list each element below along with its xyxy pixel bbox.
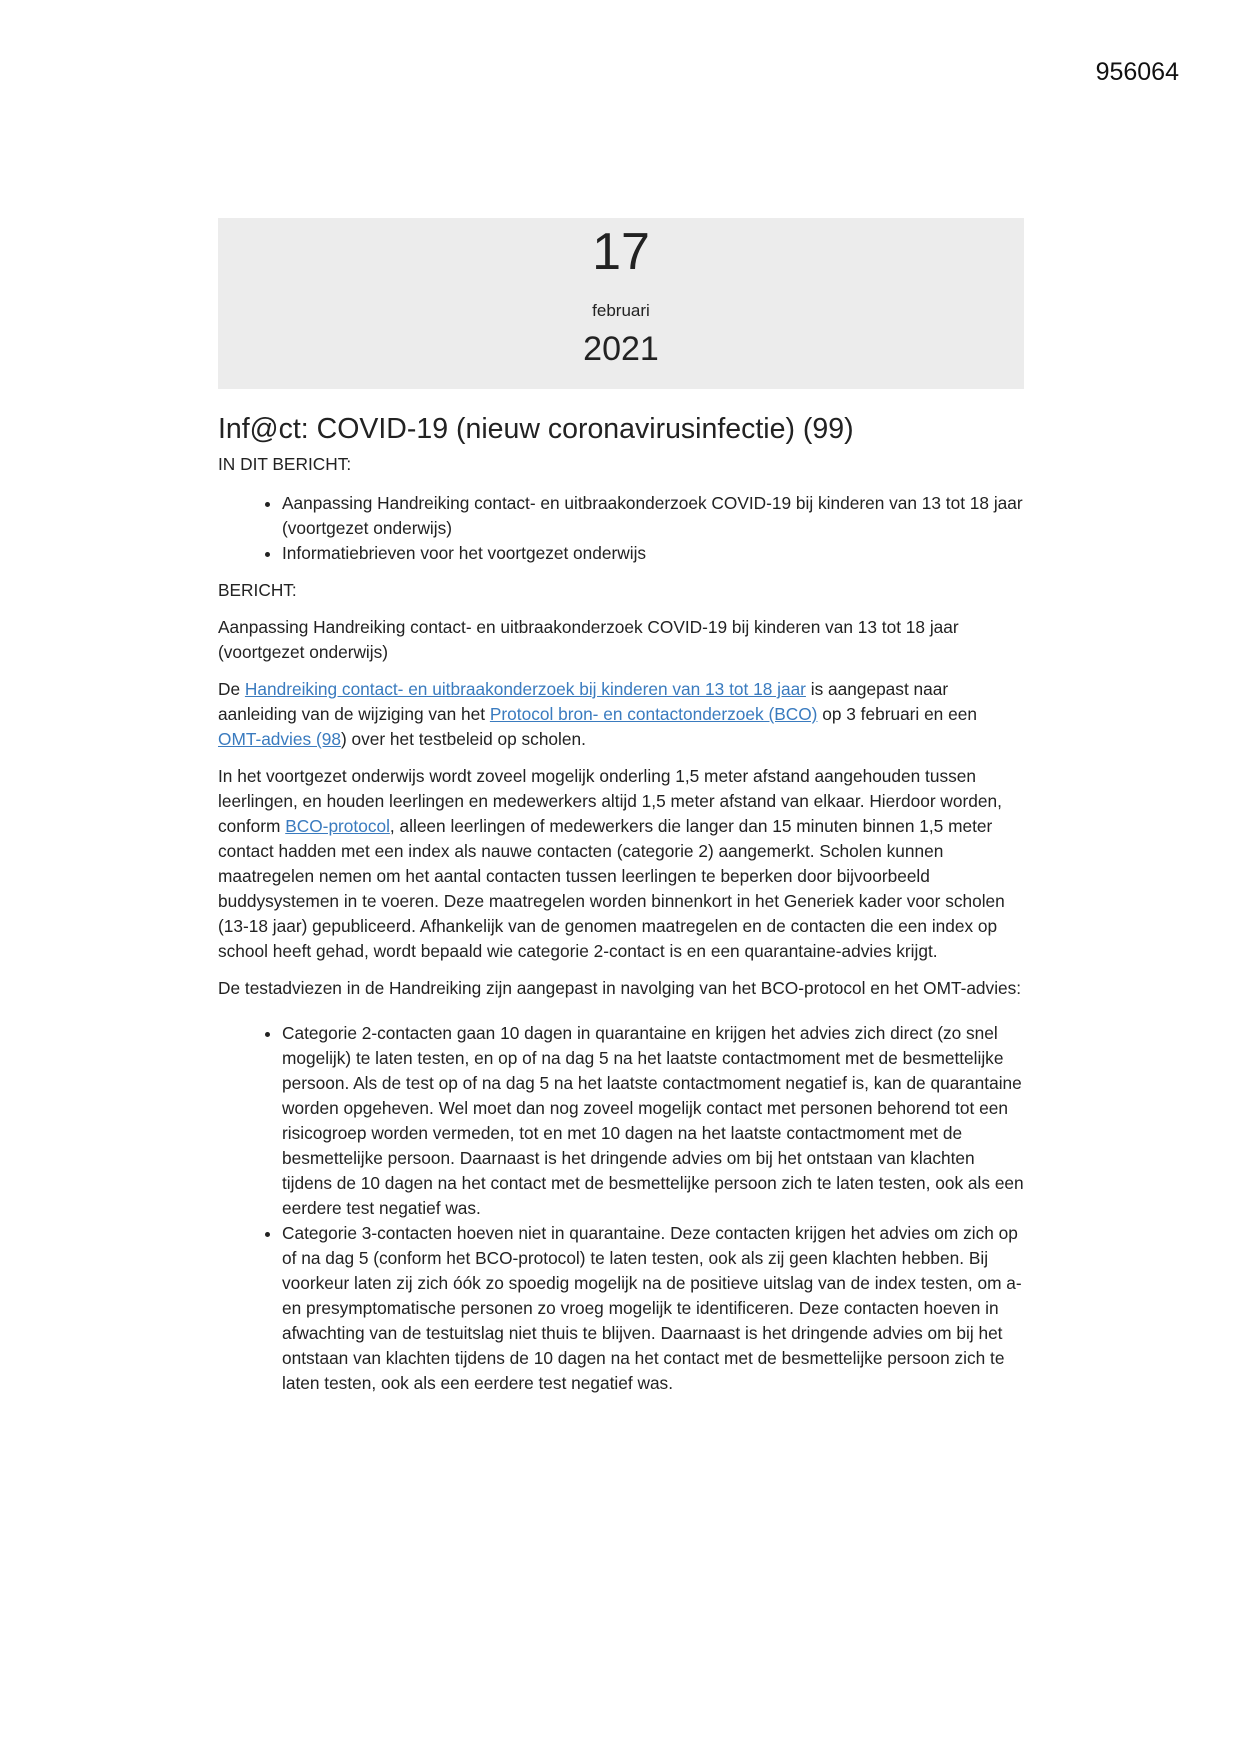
date-day: 17 <box>592 223 650 281</box>
text: , alleen leerlingen of medewerkers die langer dan 15 minuten binnen 1,5 meter contact hadden met een index als nauwe contacten (categorie 2) aangemerkt. Scholen kunnen maatregelen nemen om het aantal contacten tussen leerlingen te beperken door bijvoorbeeld buddysystemen in te voeren. Deze maatregelen worden binnenkort in het Generiek kader voor scholen (13-18 jaar) gepubliceerd. Afhankelijk van de genomen maatregelen en de contacten die een index op school heeft gehad, wordt bepaald wie categorie 2-contact is en een quarantaine-advies krijgt. <box>218 816 1005 961</box>
in-dit-bericht-label: IN DIT BERICHT: <box>218 454 352 474</box>
text: is aangepast naar aanleiding van de wijziging van het <box>218 679 949 724</box>
text: De <box>218 679 245 699</box>
list-item: • Aanpassing Handreiking contact- en uitbraakonderzoek COVID-19 bij kinderen van 13 tot 18 jaar (voortgezet onderwijs) <box>282 491 1024 541</box>
omt-advies-link[interactable]: OMT-advies (98 <box>218 729 341 749</box>
bericht-label: BERICHT: <box>218 580 297 600</box>
text: op 3 februari en een <box>817 704 977 724</box>
text: ) over het testbeleid op scholen. <box>340 729 586 749</box>
bco-protocol-link[interactable]: Protocol bron- en contactonderzoek (BCO) <box>489 704 818 724</box>
paragraph-afstand <box>218 764 1024 964</box>
date-year: 2021 <box>583 330 659 368</box>
handreiking-link[interactable]: Handreiking contact- en uitbraakonderzoek bij kinderen van 13 tot 18 jaar <box>244 679 806 699</box>
advice-list <box>218 1021 1024 1396</box>
list-item: • Categorie 3-contacten hoeven niet in quarantaine. Deze contacten krijgen het advies om zich op of na dag 5 (conform het BCO-protocol) te laten testen, ook als zij geen klachten hebben. Bij voorkeur laten zij zich óók zo spoedig mogelijk na de positieve uitslag van de index testen, om a- en presymptomatische personen zo vroeg mogelijk te identificeren. Deze contacten hoeven in afwachting van de testuitslag niet thuis te blijven. Daarnaast is het dringende advies om bij het ontstaan van klachten tijdens de 10 dagen na het contact met de besmettelijke persoon zich te laten testen, ook als een eerdere test negatief was. <box>282 1221 1024 1396</box>
bco-protocol-link-2[interactable]: BCO-protocol <box>285 816 390 836</box>
section-heading: Aanpassing Handreiking contact- en uitbraakonderzoek COVID-19 bij kinderen van 13 tot 18 jaar (voortgezet onderwijs) <box>218 617 959 662</box>
paragraph-testadviezen: De testadviezen in de Handreiking zijn aangepast in navolging van het BCO-protocol en het OMT-advies: <box>218 978 1022 998</box>
date-month: februari <box>592 301 650 320</box>
list-item: • Informatiebrieven voor het voortgezet onderwijs <box>282 541 1024 566</box>
list-item: • Categorie 2-contacten gaan 10 dagen in quarantaine en krijgen het advies zich direct (zo snel mogelijk) te laten testen, en op of na dag 5 na het laatste contactmoment met de besmettelijke persoon. Als de test op of na dag 5 na het laatste contactmoment negatief is, kan de quarantaine worden opgeheven. Wel moet dan nog zoveel mogelijk contact met personen behorend tot een risicogroep worden vermeden, tot en met 10 dagen na het laatste contactmoment met de besmettelijke persoon. Daarnaast is het dringende advies om bij het ontstaan van klachten tijdens de 10 dagen na het contact met de besmettelijke persoon zich te laten testen, ook als een eerdere test negatief was. <box>282 1021 1024 1221</box>
document-content <box>218 218 1024 1408</box>
date-box <box>218 218 1024 389</box>
page-title: Inf@ct: COVID-19 (nieuw coronavirusinfectie) (99) <box>218 413 854 445</box>
paragraph-intro <box>218 677 1024 752</box>
document-number: 956064 <box>1095 58 1179 86</box>
summary-list <box>218 491 1024 566</box>
text: In het voortgezet onderwijs wordt zoveel mogelijk onderling 1,5 meter afstand aangehouden tussen leerlingen, en houden leerlingen en medewerkers altijd 1,5 meter afstand van elkaar. Hierdoor worden, conform <box>218 766 1002 836</box>
